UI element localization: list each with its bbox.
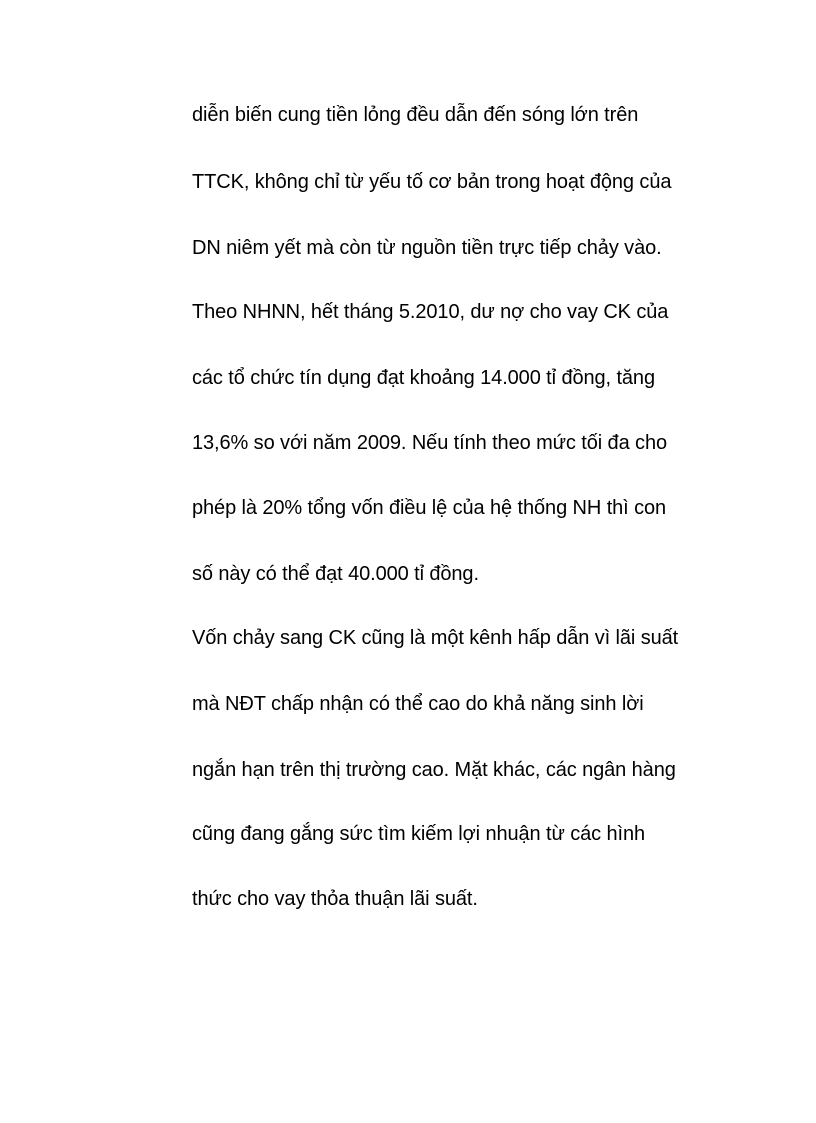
text-line: thức cho vay thỏa thuận lãi suất. [192,888,478,910]
text-line: mà NĐT chấp nhận có thể cao do khả năng sinh lời [192,693,644,715]
text-line: số này có thể đạt 40.000 tỉ đồng. [192,563,479,585]
text-line: TTCK, không chỉ từ yếu tố cơ bản trong hoạt động của [192,171,672,193]
text-line: Theo NHNN, hết tháng 5.2010, dư nợ cho vay CK của [192,301,669,323]
text-line: phép là 20% tổng vốn điều lệ của hệ thống NH thì con [192,497,667,519]
text-line: cũng đang gắng sức tìm kiếm lợi nhuận từ các hình [192,823,646,845]
text-line: các tổ chức tín dụng đạt khoảng 14.000 tỉ đồng, tăng [192,367,655,389]
text-line: Vốn chảy sang CK cũng là một kênh hấp dẫn vì lãi suất [192,627,679,649]
text-line: 13,6% so với năm 2009. Nếu tính theo mức tối đa cho [192,432,668,454]
text-line: diễn biến cung tiền lỏng đều dẫn đến sóng lớn trên [192,104,639,126]
text-line: ngắn hạn trên thị trường cao. Mặt khác, các ngân hàng [192,759,676,781]
text-line: DN niêm yết mà còn từ nguồn tiền trực tiếp chảy vào. [192,237,662,259]
